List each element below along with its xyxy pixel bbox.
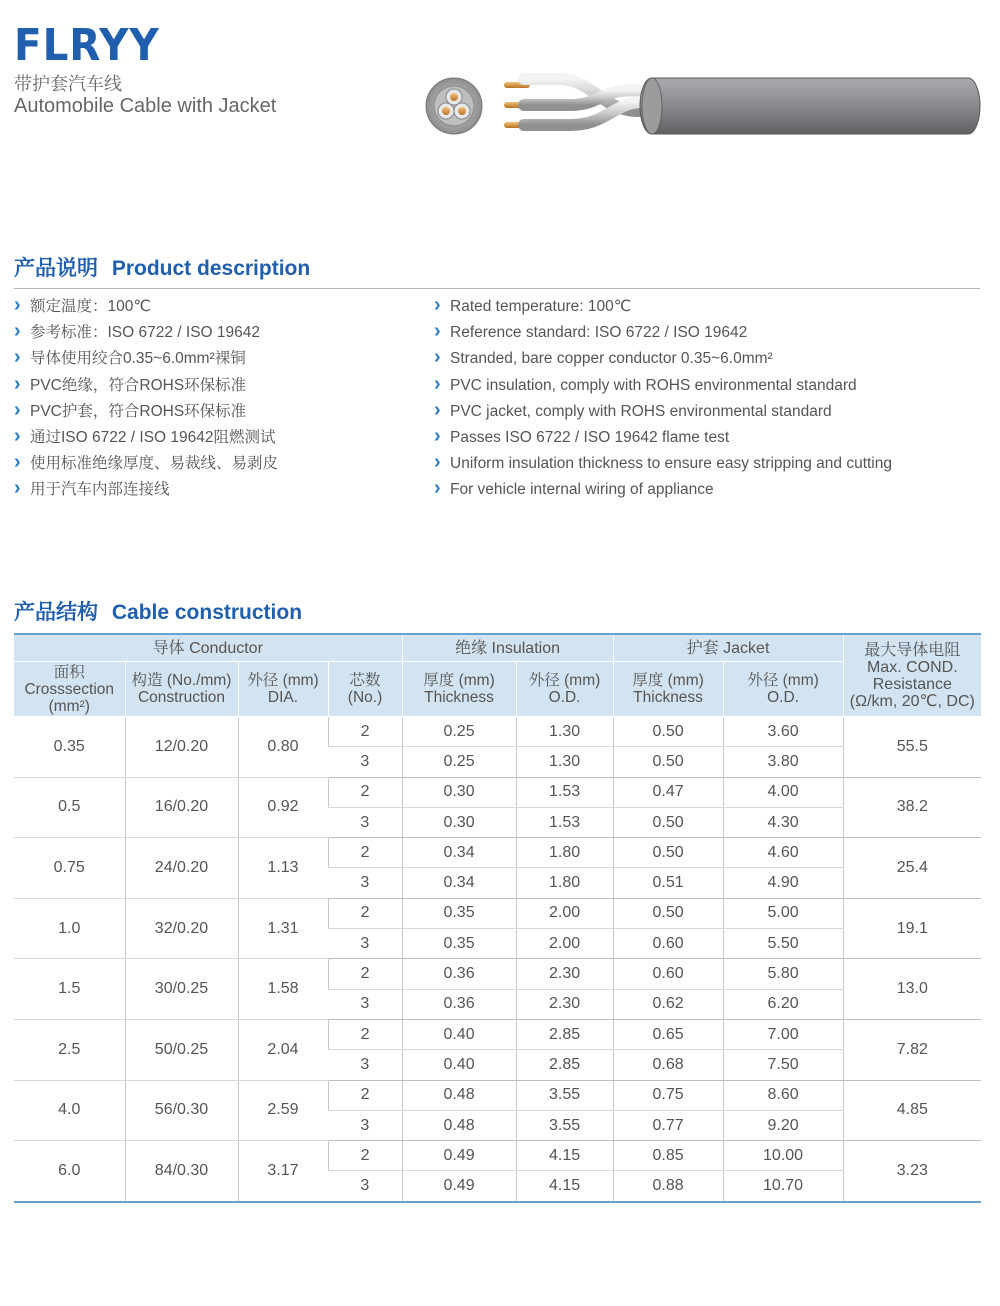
header-line: (No.) [347, 689, 383, 706]
cell-cross-section: 0.5 [14, 777, 125, 838]
cell-construction: 12/0.20 [125, 717, 238, 778]
header-line: Thickness [424, 689, 494, 706]
cell-dia: 2.04 [238, 1019, 328, 1080]
cell-jacket-thickness: 0.51 [613, 868, 723, 898]
cell-construction: 24/0.20 [125, 838, 238, 899]
cell-cores: 2 [328, 1080, 402, 1110]
cell-cores: 3 [328, 1050, 402, 1080]
description-list-en [434, 292, 892, 502]
construction-table [14, 633, 981, 1203]
header-line: (Ω/km, 20℃, DC) [849, 692, 975, 710]
heading-cn: 产品结构 [14, 601, 98, 624]
cell-jacket-od: 8.60 [723, 1080, 843, 1110]
cell-insulation-od: 1.80 [516, 838, 613, 868]
group-header-jacket: 护套 Jacket [613, 634, 843, 662]
cell-cores: 3 [328, 1110, 402, 1140]
header-line: Resistance [872, 675, 952, 693]
header-line: 芯数 [349, 672, 381, 689]
construction-table-body [14, 717, 981, 1202]
list-item: › 参考标准：ISO 6722 / ISO 19642 [14, 318, 278, 344]
header-line: DIA. [267, 689, 299, 706]
cell-insulation-od: 2.30 [516, 959, 613, 989]
model-title: FLRYY [14, 20, 160, 71]
cell-insulation-thickness: 0.36 [402, 989, 516, 1019]
cell-insulation-od: 3.55 [516, 1080, 613, 1110]
cell-insulation-thickness: 0.35 [402, 929, 516, 959]
heading-en: Cable construction [111, 601, 303, 624]
col-header-jacket-thickness [613, 662, 723, 717]
cell-jacket-od: 9.20 [723, 1110, 843, 1140]
cell-insulation-thickness: 0.25 [402, 747, 516, 777]
group-header-resistance [843, 634, 981, 717]
cell-dia: 1.13 [238, 838, 328, 899]
header-line: Thickness [633, 689, 703, 706]
header-line: 面积 [53, 663, 85, 681]
cell-jacket-od: 4.60 [723, 838, 843, 868]
cell-jacket-thickness: 0.62 [613, 989, 723, 1019]
cell-jacket-od: 3.60 [723, 717, 843, 747]
cell-insulation-thickness: 0.34 [402, 868, 516, 898]
cell-construction: 16/0.20 [125, 777, 238, 838]
col-header-insulation-thickness [402, 662, 516, 717]
header-line: 外径 (mm) [247, 672, 319, 689]
cell-insulation-od: 1.53 [516, 777, 613, 807]
cell-jacket-thickness: 0.50 [613, 807, 723, 837]
cell-resistance: 19.1 [843, 898, 981, 959]
cell-cross-section: 4.0 [14, 1080, 125, 1141]
cell-construction: 56/0.30 [125, 1080, 238, 1141]
header-line: 厚度 (mm) [632, 672, 704, 689]
cable-construction-heading [14, 596, 980, 632]
header [14, 22, 276, 118]
heading-cn: 产品说明 [14, 257, 98, 280]
header-line: 构造 (No./mm) [131, 672, 232, 689]
cell-cross-section: 1.5 [14, 959, 125, 1020]
cell-insulation-od: 2.85 [516, 1050, 613, 1080]
description-list-cn [14, 292, 278, 502]
cell-jacket-thickness: 0.65 [613, 1019, 723, 1049]
cell-insulation-od: 1.53 [516, 807, 613, 837]
cell-insulation-od: 1.30 [516, 747, 613, 777]
cell-cores: 2 [328, 1141, 402, 1171]
cell-insulation-od: 2.85 [516, 1019, 613, 1049]
cell-resistance: 4.85 [843, 1080, 981, 1141]
cell-resistance: 3.23 [843, 1141, 981, 1202]
cell-construction: 32/0.20 [125, 898, 238, 959]
list-item: › 通过ISO 6722 / ISO 19642阻燃测试 [14, 423, 278, 449]
list-item: › For vehicle internal wiring of appliance [434, 475, 892, 501]
header-line: O.D. [548, 689, 581, 706]
header-line: 厚度 (mm) [423, 672, 495, 689]
subtitle-en: Automobile Cable with Jacket [14, 95, 277, 117]
cell-insulation-thickness: 0.40 [402, 1019, 516, 1049]
cell-cores: 2 [328, 1019, 402, 1049]
cell-jacket-thickness: 0.60 [613, 959, 723, 989]
cell-resistance: 13.0 [843, 959, 981, 1020]
header-line: Max. COND. [866, 658, 958, 676]
cell-cores: 3 [328, 868, 402, 898]
cell-insulation-thickness: 0.48 [402, 1110, 516, 1140]
cell-cross-section: 1.0 [14, 898, 125, 959]
cell-jacket-od: 7.00 [723, 1019, 843, 1049]
table-row [14, 838, 981, 868]
cell-jacket-od: 4.90 [723, 868, 843, 898]
subtitle-cn: 带护套汽车线 [14, 74, 122, 94]
cell-resistance: 25.4 [843, 838, 981, 899]
cell-jacket-thickness: 0.47 [613, 777, 723, 807]
cell-cross-section: 0.35 [14, 717, 125, 778]
list-item: › PVC绝缘，符合ROHS环保标准 [14, 371, 278, 397]
list-item: › Reference standard: ISO 6722 / ISO 19642 [434, 318, 892, 344]
cell-insulation-thickness: 0.40 [402, 1050, 516, 1080]
cell-dia: 1.58 [238, 959, 328, 1020]
cell-insulation-od: 4.15 [516, 1171, 613, 1202]
cell-insulation-thickness: 0.36 [402, 959, 516, 989]
cell-jacket-thickness: 0.50 [613, 717, 723, 747]
cell-jacket-thickness: 0.50 [613, 898, 723, 928]
cell-cores: 3 [328, 989, 402, 1019]
col-header-cores [328, 662, 402, 717]
cell-cores: 2 [328, 898, 402, 928]
header-line: (mm²) [48, 697, 90, 715]
product-description-heading [14, 252, 980, 289]
col-header-construction [125, 662, 238, 717]
cell-resistance: 7.82 [843, 1019, 981, 1080]
table-row [14, 777, 981, 807]
cable-illustration [420, 68, 985, 148]
list-item: › PVC护套，符合ROHS环保标准 [14, 397, 278, 423]
cell-insulation-od: 3.55 [516, 1110, 613, 1140]
cell-cores: 3 [328, 929, 402, 959]
cell-construction: 50/0.25 [125, 1019, 238, 1080]
table-row [14, 1019, 981, 1049]
cell-jacket-od: 7.50 [723, 1050, 843, 1080]
cell-insulation-od: 1.80 [516, 868, 613, 898]
col-header-dia [238, 662, 328, 717]
cell-dia: 0.80 [238, 717, 328, 778]
header-line: 外径 (mm) [747, 672, 819, 689]
cell-cores: 2 [328, 777, 402, 807]
cell-jacket-thickness: 0.75 [613, 1080, 723, 1110]
list-item: › PVC insulation, comply with ROHS environmental standard [434, 371, 892, 397]
cell-jacket-thickness: 0.50 [613, 747, 723, 777]
cell-dia: 2.59 [238, 1080, 328, 1141]
cell-insulation-thickness: 0.49 [402, 1141, 516, 1171]
table-row [14, 1080, 981, 1110]
cell-jacket-od: 10.70 [723, 1171, 843, 1202]
cell-resistance: 55.5 [843, 717, 981, 778]
header-line: O.D. [767, 689, 799, 706]
cell-jacket-od: 5.80 [723, 959, 843, 989]
list-item: › 使用标准绝缘厚度、易裁线、易剥皮 [14, 449, 278, 475]
list-item: › 额定温度：100℃ [14, 292, 278, 318]
group-header-conductor: 导体 Conductor [14, 634, 402, 662]
cell-insulation-thickness: 0.48 [402, 1080, 516, 1110]
cell-cores: 2 [328, 959, 402, 989]
cell-construction: 84/0.30 [125, 1141, 238, 1202]
cell-cores: 2 [328, 717, 402, 747]
cell-jacket-thickness: 0.85 [613, 1141, 723, 1171]
table-row [14, 1141, 981, 1171]
heading-en: Product description [111, 257, 311, 280]
cell-jacket-thickness: 0.60 [613, 929, 723, 959]
cell-jacket-od: 6.20 [723, 989, 843, 1019]
list-item: › 导体使用绞合0.35~6.0mm²裸铜 [14, 344, 278, 370]
cell-insulation-od: 4.15 [516, 1141, 613, 1171]
cell-insulation-od: 2.00 [516, 929, 613, 959]
cell-jacket-thickness: 0.77 [613, 1110, 723, 1140]
cell-jacket-thickness: 0.68 [613, 1050, 723, 1080]
cell-insulation-thickness: 0.30 [402, 777, 516, 807]
cell-insulation-thickness: 0.49 [402, 1171, 516, 1202]
list-item: › 用于汽车内部连接线 [14, 475, 278, 501]
list-item: › Passes ISO 6722 / ISO 19642 flame test [434, 423, 892, 449]
cross-section-icon [426, 78, 482, 134]
header-line: Construction [137, 689, 225, 706]
cell-insulation-thickness: 0.34 [402, 838, 516, 868]
cell-jacket-thickness: 0.88 [613, 1171, 723, 1202]
cell-jacket-od: 10.00 [723, 1141, 843, 1171]
list-item: › PVC jacket, comply with ROHS environmental standard [434, 397, 892, 423]
cell-dia: 3.17 [238, 1141, 328, 1202]
table-row [14, 959, 981, 989]
cell-cross-section: 6.0 [14, 1141, 125, 1202]
cell-insulation-thickness: 0.30 [402, 807, 516, 837]
cell-cores: 3 [328, 1171, 402, 1202]
cell-jacket-od: 4.30 [723, 807, 843, 837]
cell-dia: 1.31 [238, 898, 328, 959]
header-line: 最大导体电阻 [864, 641, 961, 659]
list-item: › Rated temperature: 100℃ [434, 292, 892, 318]
header-line: Crosssection [24, 680, 115, 698]
list-item: › Stranded, bare copper conductor 0.35~6.0mm² [434, 344, 892, 370]
header-line: 外径 (mm) [528, 672, 601, 689]
cell-insulation-od: 2.30 [516, 989, 613, 1019]
cell-insulation-thickness: 0.35 [402, 898, 516, 928]
cell-jacket-od: 5.00 [723, 898, 843, 928]
cell-jacket-od: 4.00 [723, 777, 843, 807]
cell-cores: 2 [328, 838, 402, 868]
cell-construction: 30/0.25 [125, 959, 238, 1020]
cell-cores: 3 [328, 807, 402, 837]
cell-insulation-od: 1.30 [516, 717, 613, 747]
group-header-insulation: 绝缘 Insulation [402, 634, 613, 662]
cell-jacket-thickness: 0.50 [613, 838, 723, 868]
cell-insulation-od: 2.00 [516, 898, 613, 928]
cell-jacket-od: 3.80 [723, 747, 843, 777]
cell-dia: 0.92 [238, 777, 328, 838]
table-row [14, 898, 981, 928]
col-header-cross-section [14, 662, 125, 717]
cell-cross-section: 2.5 [14, 1019, 125, 1080]
cell-cores: 3 [328, 747, 402, 777]
table-row [14, 717, 981, 747]
cell-cross-section: 0.75 [14, 838, 125, 899]
cell-jacket-od: 5.50 [723, 929, 843, 959]
col-header-jacket-od [723, 662, 843, 717]
list-item: › Uniform insulation thickness to ensure easy stripping and cutting [434, 449, 892, 475]
cell-resistance: 38.2 [843, 777, 981, 838]
cell-insulation-thickness: 0.25 [402, 717, 516, 747]
col-header-insulation-od [516, 662, 613, 717]
